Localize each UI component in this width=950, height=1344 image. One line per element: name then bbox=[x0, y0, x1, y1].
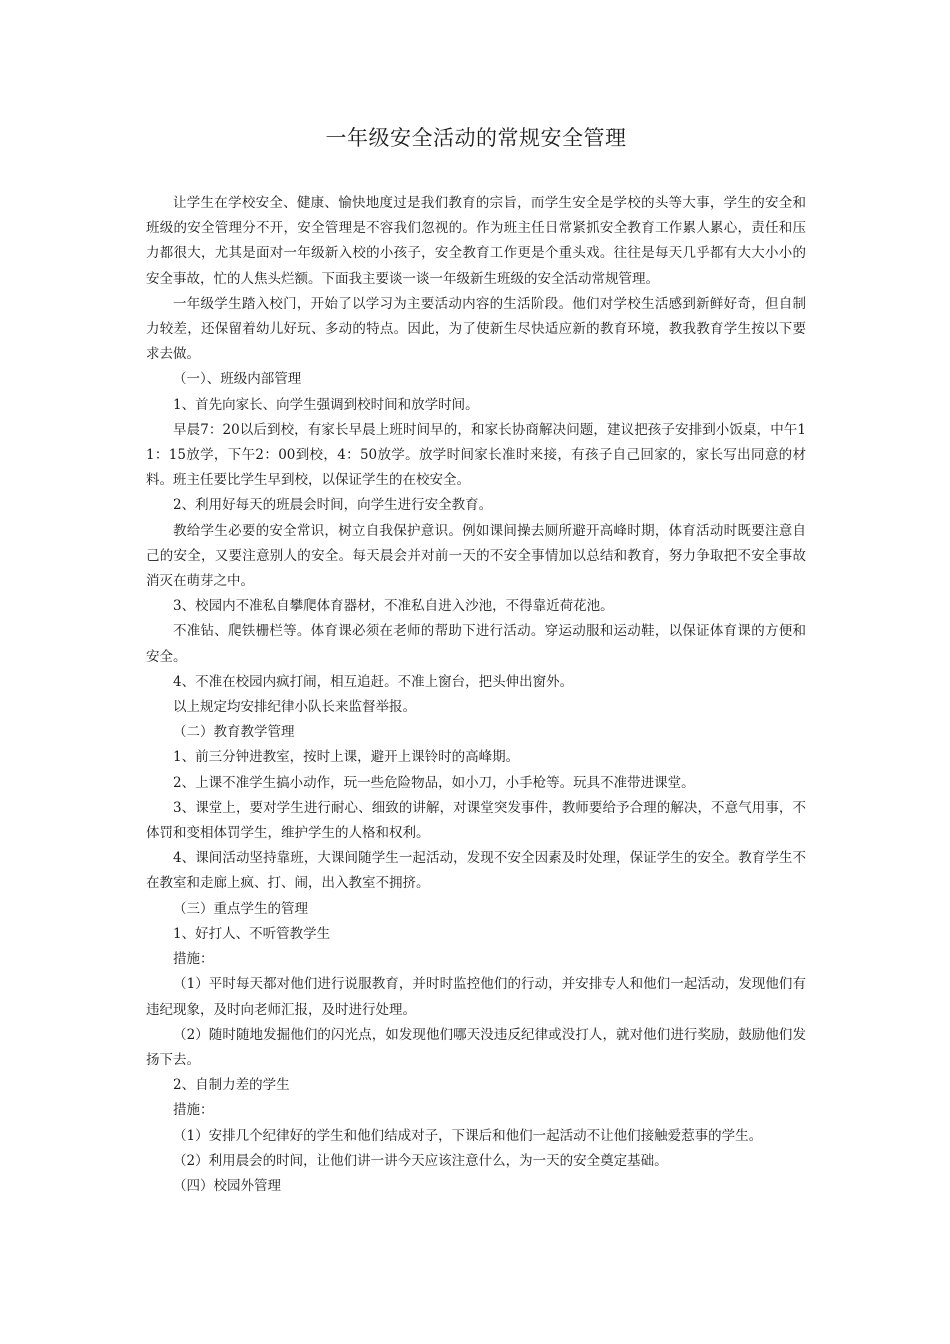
document-title: 一年级安全活动的常规安全管理 bbox=[325, 126, 627, 150]
section-heading: （二）教育教学管理 bbox=[173, 724, 295, 741]
paragraph: 早晨7：20以后到校，有家长早晨上班时间早的，和家长协商解决问题，建议把孩子安排到小饭桌，中午11：15放学，下午2：00到校，4：50放学。放学时间家长准时来接，有孩子自己回家的，家长写出同意的材料。班主任要比学生早到校，以保证学生的在校安全。 bbox=[146, 421, 806, 489]
paragraph: 1、前三分钟进教室，按时上课，避开上课铃时的高峰期。 bbox=[173, 749, 520, 766]
paragraph: 4、不准在校园内疯打闹，相互追赶。不准上窗台，把头伸出窗外。 bbox=[173, 673, 574, 690]
paragraph: （1）平时每天都对他们进行说服教育，并时时监控他们的行动，并安排专人和他们一起活动，发现他们有违纪现象，及时向老师汇报，及时进行处理。 bbox=[146, 976, 806, 1018]
paragraph: 不准钻、爬铁栅栏等。体育课必须在老师的帮助下进行活动。穿运动服和运动鞋，以保证体育课的方便和安全。 bbox=[146, 623, 806, 665]
paragraph: 一年级学生踏入校门，开始了以学习为主要活动内容的生活阶段。他们对学校生活感到新鲜好奇，但自制力较差，还保留着幼儿好玩、多动的特点。因此，为了使新生尽快适应新的教育环境，教我教育学生按以下要求去做。 bbox=[146, 295, 806, 363]
paragraph: 4、课间活动坚持靠班，大课间随学生一起活动，发现不安全因素及时处理，保证学生的安全。教育学生不在教室和走廊上疯、打、闹，出入教室不拥挤。 bbox=[146, 850, 806, 892]
paragraph: 教给学生必要的安全常识，树立自我保护意识。例如课间操去厕所避开高峰时期，体育活动时既要注意自己的安全，又要注意别人的安全。每天晨会并对前一天的不安全事情加以总结和教育，努力争取把不安全事故消灭在萌芽之中。 bbox=[146, 522, 806, 590]
paragraph: 2、利用好每天的班晨会时间，向学生进行安全教育。 bbox=[173, 497, 493, 514]
paragraph: （2）利用晨会的时间，让他们讲一讲今天应该注意什么，为一天的安全奠定基础。 bbox=[173, 1152, 668, 1169]
paragraph: 让学生在学校安全、健康、愉快地度过是我们教育的宗旨，而学生安全是学校的头等大事，学生的安全和班级的安全管理分不开，安全管理是不容我们忽视的。作为班主任日常紧抓安全教育工作累人累心，责任和压力都很大，尤其是面对一年级新入校的小孩子，安全教育工作更是个重头戏。往往是每天几乎都有大大小小的安全事故，忙的人焦头烂额。下面我主要谈一谈一年级新生班级的安全活动常规管理。 bbox=[146, 195, 806, 287]
document-page bbox=[146, 0, 806, 1199]
paragraph: 1、首先向家长、向学生强调到校时间和放学时间。 bbox=[173, 396, 479, 413]
paragraph: 措施： bbox=[173, 1102, 214, 1119]
paragraph: 1、好打人、不听管教学生 bbox=[173, 925, 331, 942]
paragraph: 3、校园内不准私自攀爬体育器材，不准私自进入沙池，不得靠近荷花池。 bbox=[173, 598, 614, 615]
paragraph: 以上规定均安排纪律小队长来监督举报。 bbox=[173, 699, 416, 716]
paragraph: 2、自制力差的学生 bbox=[173, 1077, 290, 1094]
section-heading: （四）校园外管理 bbox=[173, 1177, 281, 1194]
section-heading: （三）重点学生的管理 bbox=[173, 900, 308, 917]
document-body bbox=[146, 191, 806, 1199]
paragraph: 3、课堂上，要对学生进行耐心、细致的讲解，对课堂突发事件，教师要给予合理的解决，不意气用事，不体罚和变相体罚学生，维护学生的人格和权利。 bbox=[146, 799, 806, 842]
paragraph: 措施： bbox=[173, 951, 214, 968]
paragraph: （2）随时随地发掘他们的闪光点，如发现他们哪天没违反纪律或没打人，就对他们进行奖励，鼓励他们发扬下去。 bbox=[146, 1026, 806, 1068]
paragraph: （1）安排几个纪律好的学生和他们结成对子，下课后和他们一起活动不让他们接触爱惹事的学生。 bbox=[173, 1127, 763, 1144]
section-heading: （一）、班级内部管理 bbox=[173, 371, 302, 388]
paragraph: 2、上课不准学生搞小动作，玩一些危险物品，如小刀，小手枪等。玩具不准带进课堂。 bbox=[173, 774, 695, 791]
